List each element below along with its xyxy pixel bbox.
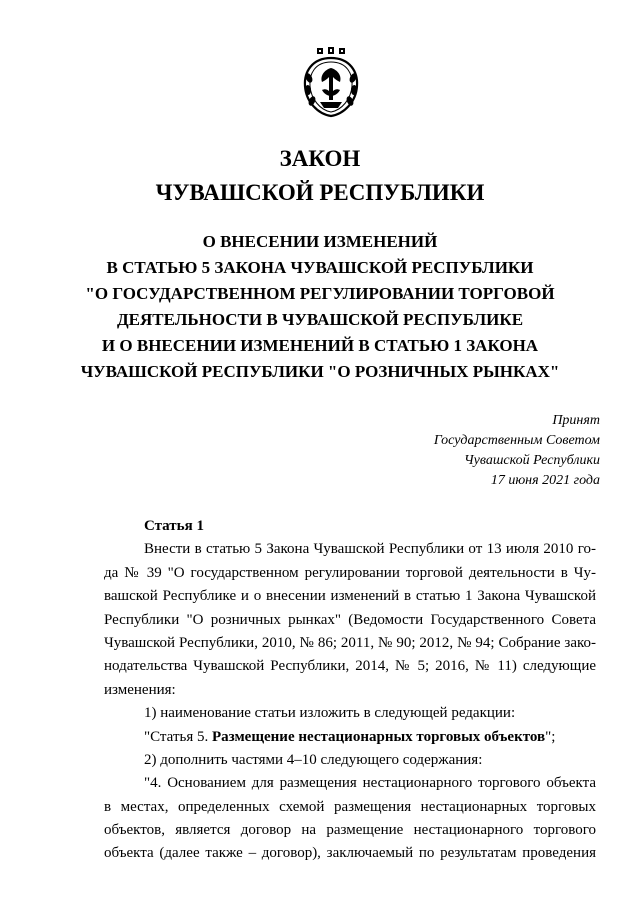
article-text-line: Чувашской Республики, 2010, № 86; 2011, № 90; 2012, № 94; Собрание зако- [104,634,596,651]
adopted-label: Принят [552,413,600,428]
item-1-quote [104,726,596,749]
article-body [104,515,596,866]
subtitle-line: О ВНЕСЕНИИ ИЗМЕНЕНИЙ [202,232,438,251]
article-text-line: изменения: [104,681,176,698]
article-text-line: нодательства Чувашской Республики, 2014, № 5; 2016, № 11) следующие [104,658,596,675]
article-text-line: вашской Республике и о внесении изменений в статью 1 Закона Чувашской [104,588,596,605]
paragraph-4-line: "4. Основанием для размещения нестационарного торгового объекта [144,775,596,792]
coat-of-arms-emblem [300,46,362,118]
article-text-line: Республики "О розничных рынках" (Ведомости Государственного Совета [104,611,596,628]
paragraph-4-line: в местах, определенных схемой размещения нестационарных торговых [104,798,596,815]
adoption-note [400,411,600,491]
quote-open: "Статья 5. [144,728,212,745]
subtitle-line: В СТАТЬЮ 5 ЗАКОНА ЧУВАШСКОЙ РЕСПУБЛИКИ [106,258,534,277]
law-subtitle [0,229,640,385]
subtitle-line: И О ВНЕСЕНИИ ИЗМЕНЕНИЙ В СТАТЬЮ 1 ЗАКОНА [101,336,539,355]
subtitle-line: "О ГОСУДАРСТВЕННОМ РЕГУЛИРОВАНИИ ТОРГОВОЙ [85,284,555,303]
law-title: ЗАКОН [279,146,361,171]
article-text-line: Внести в статью 5 Закона Чувашской Республики от 13 июля 2010 го- [144,541,596,558]
subtitle-line: ДЕЯТЕЛЬНОСТИ В ЧУВАШСКОЙ РЕСПУБЛИКЕ [116,310,524,329]
adopted-date: 17 июня 2021 года [490,473,600,488]
subtitle-line: ЧУВАШСКОЙ РЕСПУБЛИКИ "О РОЗНИЧНЫХ РЫНКАХ" [80,362,560,381]
quote-close: "; [545,728,556,745]
adopted-republic: Чувашской Республики [464,453,600,468]
adopted-body: Государственным Советом [433,433,600,448]
quote-bold-title: Размещение нестационарных торговых объектов [211,728,546,745]
article-heading: Статья 1 [144,518,204,534]
item-2: 2) дополнить частями 4–10 следующего содержания: [144,751,483,768]
article-text-line: да № 39 "О государственном регулировании торговой деятельности в Чу- [104,564,596,581]
paragraph-4-line: объекта (далее также – договор), заключаемый по результатам проведения [104,845,596,862]
republic-title: ЧУВАШСКОЙ РЕСПУБЛИКИ [155,180,485,205]
item-1: 1) наименование статьи изложить в следующей редакции: [144,705,516,722]
paragraph-4-line: объектов, является договор на размещение нестационарного торгового [104,822,596,839]
